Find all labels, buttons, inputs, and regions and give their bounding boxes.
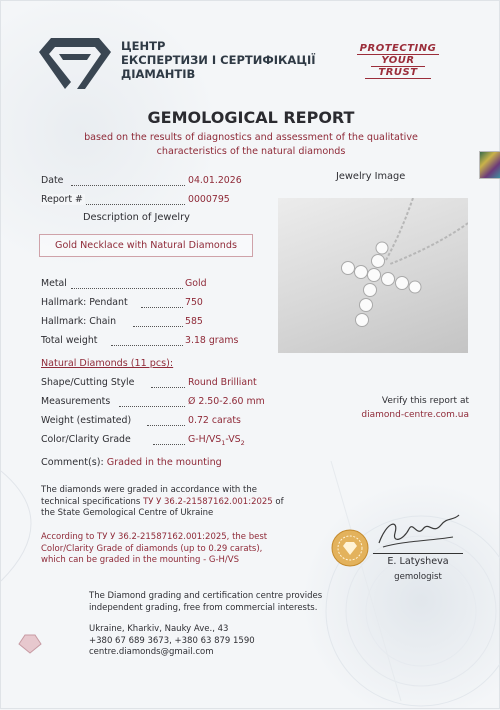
comments-value: Graded in the mounting	[106, 457, 222, 468]
cross-pendant-image	[278, 198, 468, 353]
footer-statement	[89, 591, 379, 614]
logo-line-1: ЦЕНТР	[121, 39, 166, 53]
spec-value: 585	[185, 316, 203, 327]
note-line-3: the State Gemological Centre of Ukraine	[41, 508, 214, 518]
natural-diamonds-title: Natural Diamonds (11 pcs):	[41, 358, 174, 369]
logo-line-3: ДІАМАНТІВ	[121, 67, 196, 81]
leader-dots	[153, 436, 185, 445]
spec-row-total-weight	[41, 335, 271, 349]
leader-dots	[141, 299, 183, 308]
report-number-row	[41, 194, 261, 208]
report-number-label: Report #	[41, 194, 83, 205]
report-title: GEMOLOGICAL REPORT	[147, 108, 355, 127]
date-row	[41, 175, 261, 189]
comments-label: Comment(s):	[41, 457, 104, 468]
report-subtitle-line-1: based on the results of diagnostics and assessment of the qualitative	[84, 132, 418, 143]
grade-mid: -VS	[225, 434, 241, 445]
diamond-value: 0.72 carats	[188, 415, 241, 426]
spec-row-metal	[41, 278, 271, 292]
spec-label: Hallmark: Pendant	[41, 297, 128, 308]
diamond-label: Weight (estimated)	[41, 415, 132, 426]
spec-label: Hallmark: Chain	[41, 316, 117, 327]
leader-dots	[119, 398, 185, 407]
diamond-row-shape	[41, 377, 281, 391]
spec-label: Total weight	[41, 335, 98, 346]
signature-line	[373, 553, 463, 554]
tagline-line-2: YOUR	[371, 55, 425, 67]
email-link[interactable]: centre.diamonds@gmail.com	[89, 647, 214, 657]
leader-dots	[147, 417, 185, 426]
diamond-logo-icon	[37, 36, 113, 91]
leader-dots	[71, 280, 183, 289]
verify-text: Verify this report at	[381, 396, 469, 406]
best-line-1: According to ТУ У 36.2-21587162.001:2025, the best	[41, 532, 268, 542]
jewelry-description-box: Gold Necklace with Natural Diamonds	[39, 234, 253, 257]
grade-prefix: G-H/VS	[188, 434, 222, 445]
report-number-value: 0000795	[188, 194, 230, 205]
diamond-row-color-clarity	[41, 434, 281, 448]
spec-row-hallmark-chain	[41, 316, 271, 330]
logo-line-2: ЕКСПЕРТИЗИ І СЕРТИФІКАЦІЇ	[121, 53, 316, 67]
grade-sub-2: 2	[240, 438, 245, 447]
tagline-line-3: TRUST	[365, 67, 431, 79]
phones: +380 67 689 3673, +380 63 879 1590	[89, 635, 255, 646]
diamond-row-weight	[41, 415, 281, 429]
small-gem-icon	[17, 633, 43, 655]
spec-value: Gold	[185, 278, 207, 289]
grading-standard-note	[41, 485, 341, 520]
jewelry-photo	[278, 198, 468, 353]
spec-value: 750	[185, 297, 203, 308]
spec-value: 3.18 grams	[185, 335, 239, 346]
best-line-3: which can be graded in the mounting - G-H/VS	[41, 555, 240, 565]
footer-line-2: independent grading, free from commercial interests.	[89, 602, 318, 613]
footer-line-1: The Diamond grading and certification centre provides	[89, 591, 323, 601]
color-clarity-value	[188, 434, 245, 447]
note-line-2a: technical specifications	[41, 496, 144, 507]
tagline-line-1: PROTECTING	[357, 43, 439, 55]
diamond-value: Ø 2.50-2.60 mm	[188, 396, 265, 407]
report-subtitle-line-2: characteristics of the natural diamonds	[156, 146, 346, 157]
best-line-2: Color/Clarity Grade of diamonds (up to 0.29 carats),	[41, 543, 263, 554]
note-line-1: The diamonds were graded in accordance with the	[41, 485, 257, 495]
signatory-role: gemologist	[394, 572, 442, 582]
spec-code: ТУ У 36.2-21587162.001:2025	[143, 496, 273, 507]
diamond-label: Measurements	[41, 396, 111, 407]
gold-seal-icon	[331, 529, 369, 567]
spec-row-hallmark-pendant	[41, 297, 271, 311]
description-title: Description of Jewelry	[83, 212, 190, 223]
leader-dots	[111, 337, 183, 346]
grade-sub-1: 1	[221, 438, 226, 447]
comments-row	[41, 457, 222, 468]
logo-text	[121, 39, 316, 81]
leader-dots	[151, 379, 185, 388]
diamond-label: Shape/Cutting Style	[41, 377, 135, 388]
verify-url-link[interactable]: diamond-centre.com.ua	[361, 410, 469, 420]
diamond-label: Color/Clarity Grade	[41, 434, 131, 445]
date-label: Date	[41, 175, 64, 186]
address: Ukraine, Kharkiv, Nauky Ave., 43	[89, 624, 229, 634]
signature-image	[373, 511, 463, 553]
tagline	[357, 43, 439, 79]
hologram-sticker	[479, 151, 500, 179]
best-grade-note	[41, 532, 331, 567]
leader-dots	[133, 318, 183, 327]
note-line-2c: of	[272, 496, 284, 507]
spec-label: Metal	[41, 278, 67, 289]
jewelry-image-label: Jewelry Image	[336, 171, 406, 182]
diamond-value: Round Brilliant	[188, 377, 257, 388]
signatory-name: E. Latysheva	[387, 556, 449, 567]
contact-block	[89, 624, 379, 659]
diamond-row-measurements	[41, 396, 281, 410]
date-value: 04.01.2026	[188, 175, 242, 186]
